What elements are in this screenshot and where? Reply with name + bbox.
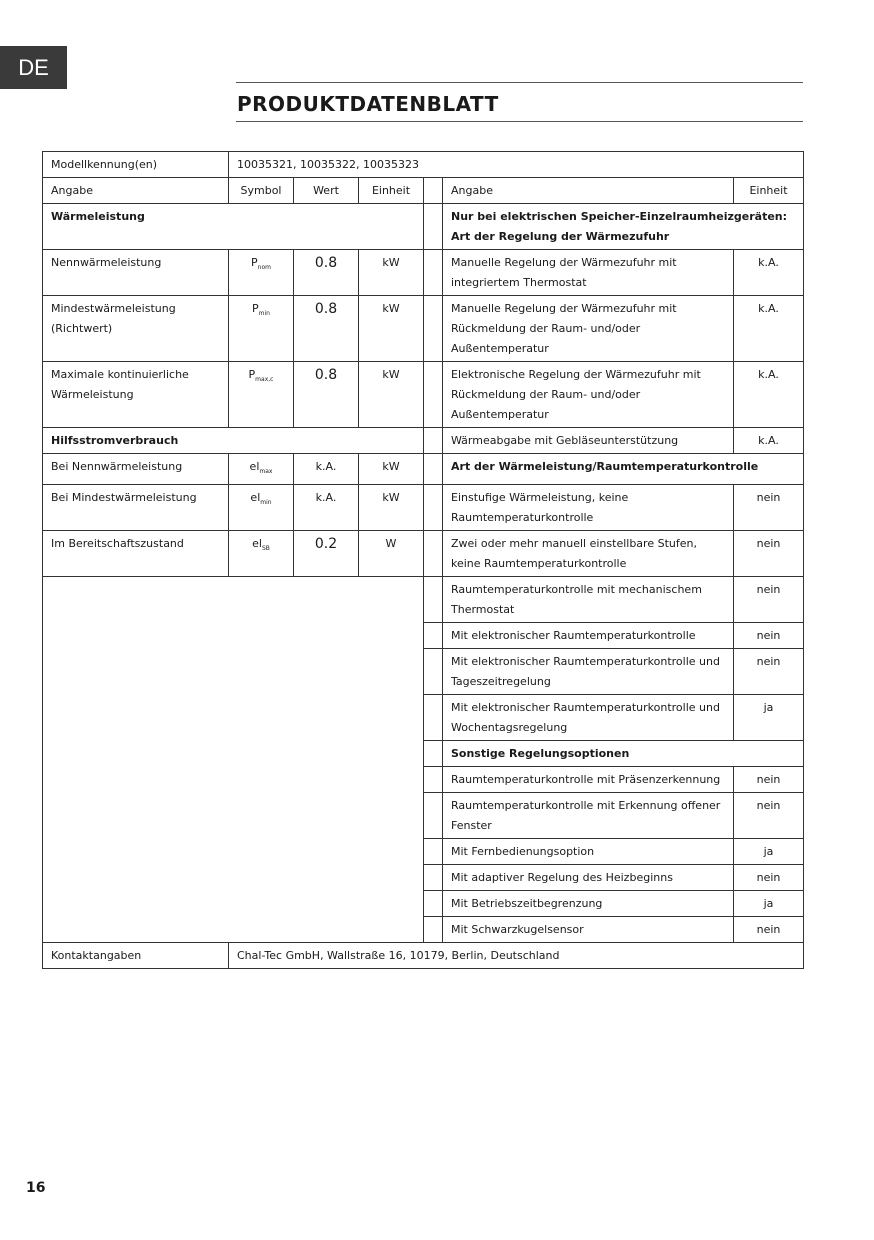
value-cell: nein [734, 577, 804, 623]
symbol-cell: $P_{min}$ [229, 296, 294, 362]
section-heading-raumtemperatur: Art der Wärmeleistung/Raumtemperaturkontrolle [443, 454, 804, 485]
value-cell: nein [734, 485, 804, 531]
row-label: Wärmeabgabe mit Gebläseunterstützung [443, 428, 734, 454]
row-label: Mit elektronischer Raumtemperaturkontrolle [443, 623, 734, 649]
value-cell: k.A. [734, 362, 804, 428]
spacer-cell [424, 695, 443, 741]
section-heading-hilfsstrom: Hilfsstromverbrauch [43, 428, 424, 454]
value-cell: ja [734, 839, 804, 865]
table-row [43, 531, 804, 577]
value-cell: 0.2 [294, 531, 359, 577]
page-title: PRODUKTDATENBLATT [237, 92, 499, 116]
table-row [43, 362, 804, 428]
table-row [43, 577, 804, 623]
row-label: Manuelle Regelung der Wärmezufuhr mit integriertem Thermostat [443, 250, 734, 296]
spacer-cell [424, 428, 443, 454]
spacer-cell [424, 917, 443, 943]
value-cell: nein [734, 793, 804, 839]
language-badge: DE [0, 46, 67, 89]
spacer-cell [424, 250, 443, 296]
value-cell: 0.8 [294, 250, 359, 296]
value-cell: k.A. [734, 296, 804, 362]
value-cell: k.A. [294, 485, 359, 531]
row-label: Bei Mindestwärmeleistung [43, 485, 229, 531]
spacer-cell [424, 362, 443, 428]
contact-value: Chal-Tec GmbH, Wallstraße 16, 10179, Berlin, Deutschland [229, 943, 804, 969]
spacer-cell [424, 891, 443, 917]
spacer-cell [424, 485, 443, 531]
product-data-table [42, 151, 804, 969]
row-label: Mit adaptiver Regelung des Heizbeginns [443, 865, 734, 891]
unit-cell: kW [359, 296, 424, 362]
row-label: Mit Betriebszeitbegrenzung [443, 891, 734, 917]
row-label: Manuelle Regelung der Wärmezufuhr mit Rückmeldung der Raum- und/oder Außentemperatur [443, 296, 734, 362]
model-value: 10035321, 10035322, 10035323 [229, 152, 804, 178]
row-label: Elektronische Regelung der Wärmezufuhr mit Rückmeldung der Raum- und/oder Außentemperatur [443, 362, 734, 428]
value-cell: 0.8 [294, 362, 359, 428]
row-label: Mit elektronischer Raumtemperaturkontrolle und Tageszeitregelung [443, 649, 734, 695]
unit-cell: kW [359, 362, 424, 428]
title-rule-bottom [236, 121, 803, 122]
spacer-cell [424, 649, 443, 695]
header-einheit-right: Einheit [734, 178, 804, 204]
value-cell: nein [734, 767, 804, 793]
header-symbol: Symbol [229, 178, 294, 204]
spacer-cell [424, 577, 443, 623]
row-label: Raumtemperaturkontrolle mit Präsenzerkennung [443, 767, 734, 793]
contact-row [43, 943, 804, 969]
unit-cell: kW [359, 250, 424, 296]
row-label: Mit elektronischer Raumtemperaturkontrolle und Wochentagsregelung [443, 695, 734, 741]
spacer-cell [424, 454, 443, 485]
symbol-cell: $P_{max,c}$ [229, 362, 294, 428]
symbol-cell: $el_{SB}$ [229, 531, 294, 577]
contact-label: Kontaktangaben [43, 943, 229, 969]
spacer-cell [424, 531, 443, 577]
value-cell: ja [734, 695, 804, 741]
unit-cell: kW [359, 454, 424, 485]
header-angabe: Angabe [43, 178, 229, 204]
row-label: Im Bereitschaftszustand [43, 531, 229, 577]
spacer-cell [424, 204, 443, 250]
spacer-cell [424, 839, 443, 865]
spacer-cell [424, 623, 443, 649]
value-cell: k.A. [294, 454, 359, 485]
value-cell: nein [734, 649, 804, 695]
section-heading-regelung: Nur bei elektrischen Speicher-Einzelraumheizgeräten: Art der Regelung der Wärmezufuhr [443, 204, 804, 250]
model-row [43, 152, 804, 178]
row-label: Raumtemperaturkontrolle mit Erkennung offener Fenster [443, 793, 734, 839]
row-label: Mit Fernbedienungsoption [443, 839, 734, 865]
value-cell: ja [734, 891, 804, 917]
value-cell: k.A. [734, 250, 804, 296]
section-heading-sonstige: Sonstige Regelungsoptionen [443, 741, 804, 767]
unit-cell: kW [359, 485, 424, 531]
row-label: Einstufige Wärmeleistung, keine Raumtemperaturkontrolle [443, 485, 734, 531]
model-label: Modellkennung(en) [43, 152, 229, 178]
spacer-cell [424, 178, 443, 204]
spacer-cell [424, 793, 443, 839]
row-label: Zwei oder mehr manuell einstellbare Stufen, keine Raumtemperaturkontrolle [443, 531, 734, 577]
table-row [43, 454, 804, 485]
value-cell: nein [734, 917, 804, 943]
header-angabe-right: Angabe [443, 178, 734, 204]
table-row [43, 428, 804, 454]
header-wert: Wert [294, 178, 359, 204]
value-cell: nein [734, 531, 804, 577]
title-rule-top [236, 82, 803, 83]
row-label: Mit Schwarzkugelsensor [443, 917, 734, 943]
value-cell: k.A. [734, 428, 804, 454]
spacer-cell [424, 865, 443, 891]
unit-cell: W [359, 531, 424, 577]
spacer-cell [424, 296, 443, 362]
page-number: 16 [26, 1180, 46, 1196]
symbol-cell: $P_{nom}$ [229, 250, 294, 296]
header-einheit: Einheit [359, 178, 424, 204]
row-label: Mindestwärmeleistung (Richtwert) [43, 296, 229, 362]
value-cell: 0.8 [294, 296, 359, 362]
symbol-cell: $el_{min}$ [229, 485, 294, 531]
value-cell: nein [734, 623, 804, 649]
table-row [43, 296, 804, 362]
table-row [43, 250, 804, 296]
blank-area [43, 577, 424, 943]
row-label: Raumtemperaturkontrolle mit mechanischem Thermostat [443, 577, 734, 623]
symbol-cell: $el_{max}$ [229, 454, 294, 485]
row-label: Bei Nennwärmeleistung [43, 454, 229, 485]
value-cell: nein [734, 865, 804, 891]
section-heading-waermeleistung: Wärmeleistung [43, 204, 424, 250]
spacer-cell [424, 741, 443, 767]
row-label: Maximale kontinuierliche Wärmeleistung [43, 362, 229, 428]
table-row [43, 485, 804, 531]
header-row [43, 178, 804, 204]
table-row [43, 204, 804, 250]
spacer-cell [424, 767, 443, 793]
row-label: Nennwärmeleistung [43, 250, 229, 296]
